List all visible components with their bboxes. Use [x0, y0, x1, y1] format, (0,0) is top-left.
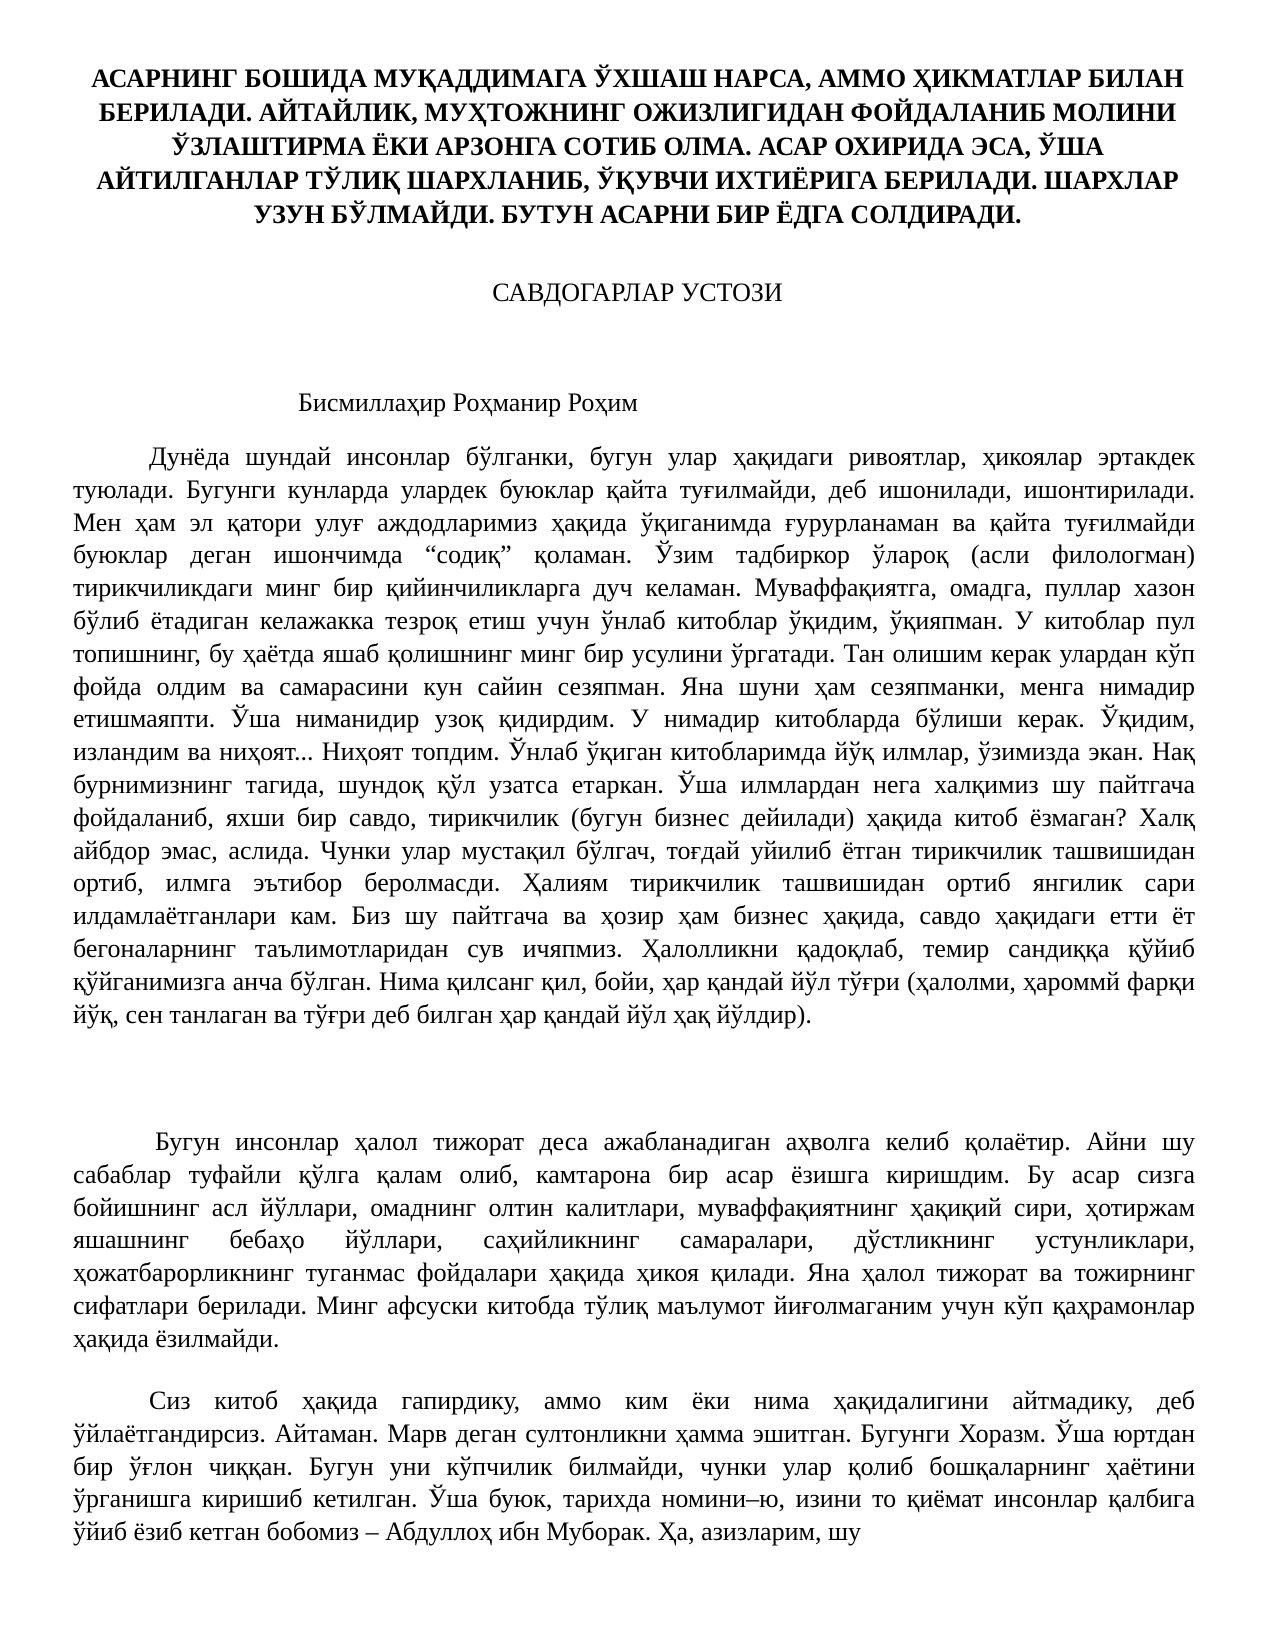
paragraph-3: Сиз китоб ҳақида гапирдику, аммо ким ёки нима ҳақидалигини айтмадику, деб ўйлаётгандирсиз. Айтаман. Марв деган султонликни ҳамма эшитган. Бугунги Хоразм. Ўша юртдан бир ўғлон чиққан. Бугун уни кўпчилик билмайди, чунки улар қолиб бошқаларнинг ҳаётини ўрганишга киришиб кетилган. Ўша буюк, тарихда номини–ю, изини то қиёмат инсонлар қалбига ўйиб ёзиб кетган бобомиз – Абдуллоҳ ибн Муборак. Ҳа, азизларим, шу	[73, 1386, 1195, 1547]
document-subtitle: САВДОГАРЛАР УСТОЗИ	[492, 278, 783, 307]
basmala-line: Бисмиллаҳир Роҳманир Роҳим	[298, 388, 638, 417]
paragraph-1: Дунёда шундай инсонлар бўлганки, бугун улар ҳақидаги ривоятлар, ҳикоялар эртакдек туюлади. Бугунги кунларда улардек буюклар қайта туғилмайди, деб ишонилади, ишонтирилади. Мен ҳам эл қатори улуғ аждодларимиз ҳақида ўқиганимда ғурурланаман ва қайта туғилмайди буюклар деган ишончимда “содиқ” қоламан. Ўзим тадбиркор ўларoқ (асли филологман) тирикчиликдаги минг бир қийинчиликларга дуч келаман. Муваффақиятга, омадга, пуллар хазон бўлиб ётадиган келажакка тезроқ етиш учун ўнлаб китоблар ўқидим, ўқияпман. У китоблар пул топишнинг, бу ҳаётда яшаб қолишнинг минг бир усулини ўргатади. Тан олишим керак улардан кўп фойда олдим ва самарасини кун сайин сезяпман. Яна шуни ҳам сезяпманки, менга нимадир етишмаяпти. Ўша ниманидир узоқ қидирдим. У нимадир китобларда бўлиши керак. Ўқидим, изландим ва ниҳоят... Ниҳоят топдим. Ўнлаб ўқиган китобларимда йўқ илмлар, ўзимизда экан. Нақ бурнимизнинг тагида, шундоқ қўл узатса етаркан. Ўша илмлардан нега халқимиз шу пайтгача фойдаланиб, яхши бир савдо, тирикчилик (бугун бизнес дейилади) ҳақида китоб ёзмаган? Халқ айбдор эмас, аслида. Чунки улар мустақил бўлгач, тоғдай уйилиб ётган тирикчилик ташвишидан ортиб, илмга эътибор беролмасди. Ҳалиям тирикчилик ташвишидан ортиб янгилик сари илдамлаётганлари кам. Биз шу пайтгача ва ҳозир ҳам бизнес ҳақида, савдо ҳақидаги етти ёт бегоналарнинг таълимотларидан сув ичяпмиз. Ҳалолликни қадоқлаб, темир сандиққа қўйиб қўйганимизга анча бўлган. Нима қилсанг қил, бойи, ҳар қандай йўл тўғри (ҳалолми, ҳароммй фарқи йўқ, сен танлаган ва тўғри деб билган ҳар қандай йўл ҳақ йўлдир).	[73, 442, 1195, 1029]
document-heading: АСАРНИНГ БОШИДА МУҚАДДИМАГА ЎХШАШ НАРСА, АММО ҲИКМАТЛАР БИЛАН БЕРИЛАДИ. АЙТАЙЛИК, МУҲТОЖНИНГ ОЖИЗЛИГИДАН ФОЙДАЛАНИБ МОЛИНИ ЎЗЛАШТИРМА ЁКИ АРЗОНГА СОТИБ ОЛМА. АСАР ОХИРИДА ЭСА, ЎША АЙТИЛГАНЛАР ТЎЛИҚ ШАРХЛАНИБ, ЎҚУВЧИ ИХТИЁРИГА БЕРИЛАДИ. ШАРХЛАР УЗУН БЎЛМАЙДИ. БУТУН АСАРНИ БИР ЁДГА СОЛДИРАДИ.	[91, 64, 1184, 229]
paragraph-2: Бугун инсонлар ҳалол тижорат деса ажабланадиган аҳволга келиб қолаётир. Айни шу сабаблар туфайли қўлга қалам олиб, камтарона бир асар ёзишга киришдим. Бу асар сизга бойишнинг асл йўллари, омаднинг олтин калитлари, муваффақиятнинг ҳақиқий сири, ҳотиржам яшашнинг бебаҳо йўллари, саҳийликнинг самаралари, дўстликнинг устунликлари, ҳожатбарорликнинг туганмас фойдалари ҳақида ҳикоя қилади. Яна ҳалол тижорат ва тожирнинг сифатлари берилади. Минг афсуски китобда тўлиқ маълумот йиғолмаганим учун кўп қаҳрамонлар ҳақида ёзилмайди.	[73, 1127, 1195, 1353]
